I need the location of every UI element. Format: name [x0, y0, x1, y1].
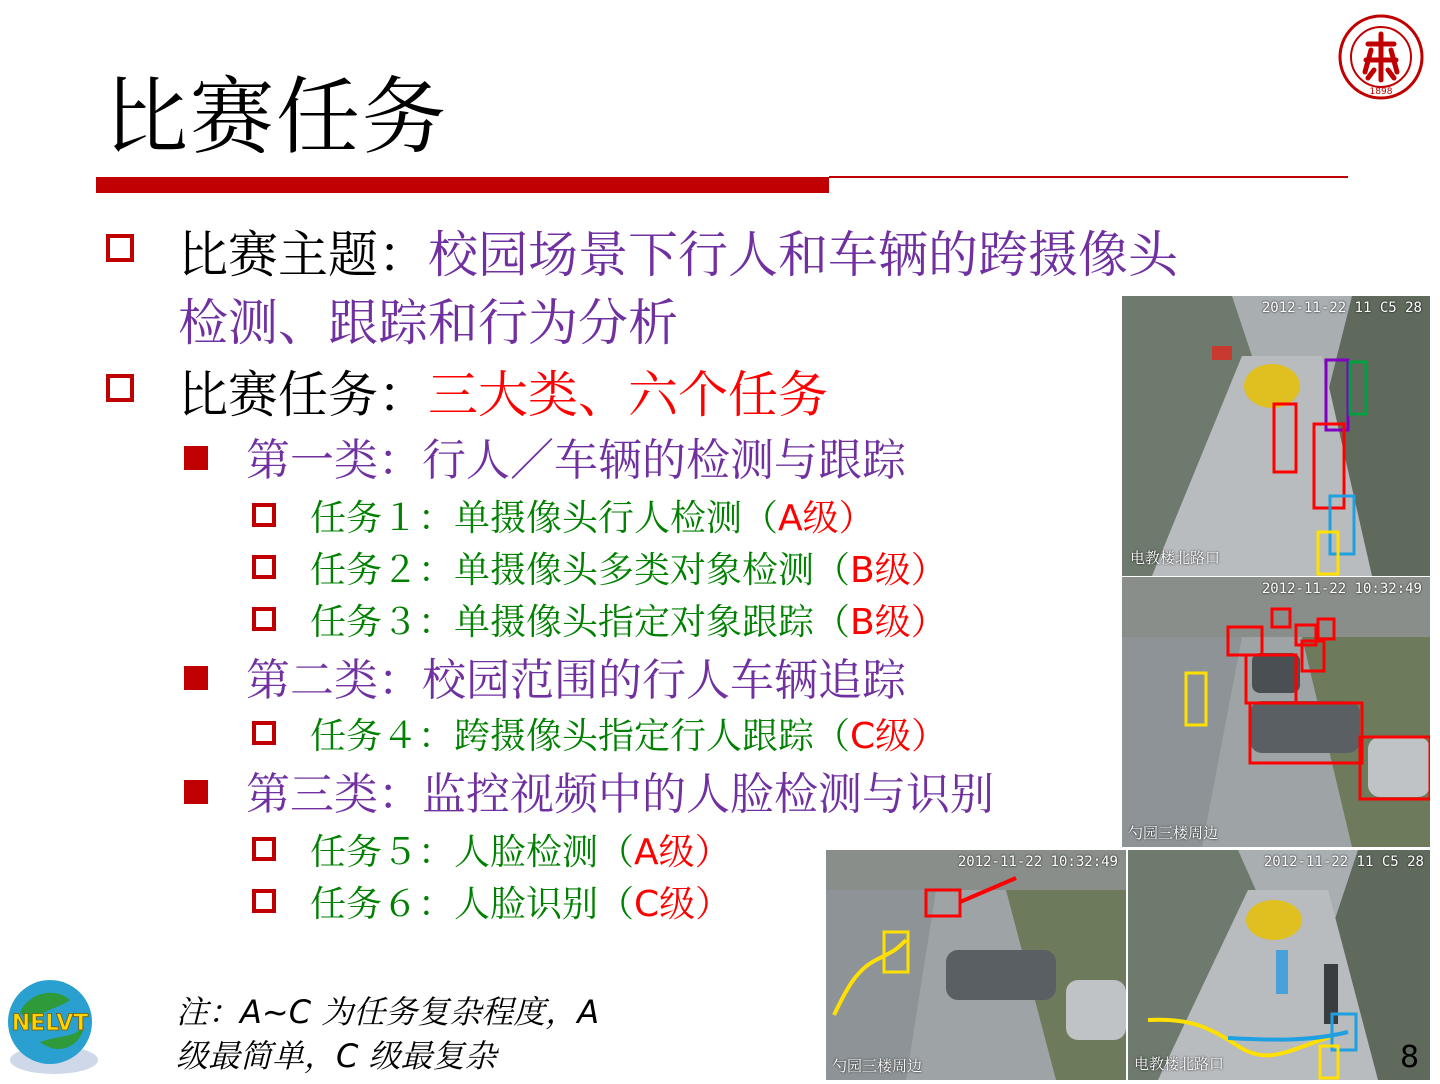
task-level: A	[634, 832, 659, 873]
surveillance-photo-4	[1128, 850, 1430, 1080]
photo-caption: 电教楼北路口	[1134, 1055, 1225, 1073]
svg-text:1898: 1898	[1369, 87, 1393, 97]
filled-square-bullet-icon	[184, 780, 208, 804]
task-suffix: 级）	[658, 832, 731, 873]
task-text: 任务１：单摄像头行人检测（	[310, 498, 779, 539]
slide-title: 比赛任务	[104, 68, 449, 166]
task-suffix: 级）	[874, 602, 947, 643]
title-underline-thick	[96, 177, 829, 193]
hollow-square-bullet-icon	[252, 503, 276, 527]
hollow-square-bullet-icon	[252, 607, 276, 631]
task-text: 任务３：单摄像头指定对象跟踪（	[310, 602, 851, 643]
task-level: A	[778, 498, 803, 539]
surveillance-photo-3	[826, 850, 1126, 1080]
photo-caption: 勺园三楼周边	[832, 1057, 923, 1075]
task-suffix: 级）	[659, 884, 732, 925]
footnote-line1: 注：A~C 为任务复杂程度，A	[176, 993, 600, 1031]
photo-timestamp: 2012-11-22 10:32:49	[1261, 581, 1422, 597]
task-label: 比赛任务：	[178, 366, 428, 424]
photo-timestamp: 2012-11-22 11 C5 28	[1263, 854, 1424, 870]
surveillance-photo-1	[1122, 296, 1430, 576]
photo-timestamp: 2012-11-22 10:32:49	[957, 854, 1118, 870]
hollow-square-bullet-icon	[252, 889, 276, 913]
footnote	[176, 990, 676, 1078]
page-number: 8	[1400, 1040, 1420, 1075]
footnote-line2: 级最简单，C 级最复杂	[176, 1037, 497, 1075]
filled-square-bullet-icon	[184, 446, 208, 470]
task-text: 任务２：单摄像头多类对象检测（	[310, 550, 851, 591]
hollow-square-bullet-icon	[252, 837, 276, 861]
theme-label: 比赛主题：	[178, 226, 428, 284]
filled-square-bullet-icon	[184, 666, 208, 690]
task-suffix: 级）	[875, 716, 948, 757]
category-label: 第二类：校园范围的行人车辆追踪	[246, 655, 906, 706]
peking-university-seal-icon	[1338, 14, 1424, 100]
task-text: 任务４：跨摄像头指定行人跟踪（	[310, 716, 851, 757]
theme-value-line1: 校园场景下行人和车辆的跨摄像头	[428, 226, 1178, 284]
task-suffix: 级）	[802, 498, 875, 539]
hollow-square-bullet-icon	[106, 234, 134, 262]
task-suffix: 级）	[874, 550, 947, 591]
svg-text:NELVT: NELVT	[11, 1011, 89, 1036]
hollow-square-bullet-icon	[106, 374, 134, 402]
title-underline-thin	[829, 176, 1348, 178]
photo-timestamp: 2012-11-22 11 C5 28	[1261, 300, 1422, 316]
category-label: 第三类：监控视频中的人脸检测与识别	[246, 769, 994, 820]
hollow-square-bullet-icon	[252, 721, 276, 745]
category-label: 第一类：行人／车辆的检测与跟踪	[246, 435, 906, 486]
task-value: 三大类、六个任务	[428, 366, 828, 424]
theme-value-line2: 检测、跟踪和行为分析	[178, 294, 678, 352]
task-level: C	[634, 884, 660, 925]
task-level: C	[850, 716, 876, 757]
task-text: 任务６：人脸识别（	[310, 884, 635, 925]
photo-caption: 电教楼北路口	[1130, 549, 1221, 567]
surveillance-photo-2	[1122, 577, 1430, 847]
nelvt-logo-icon	[0, 972, 104, 1080]
task-text: 任务５：人脸检测（	[310, 832, 635, 873]
task-level: B	[850, 602, 875, 643]
task-level: B	[850, 550, 875, 591]
photo-caption: 勺园三楼周边	[1128, 824, 1219, 842]
hollow-square-bullet-icon	[252, 555, 276, 579]
